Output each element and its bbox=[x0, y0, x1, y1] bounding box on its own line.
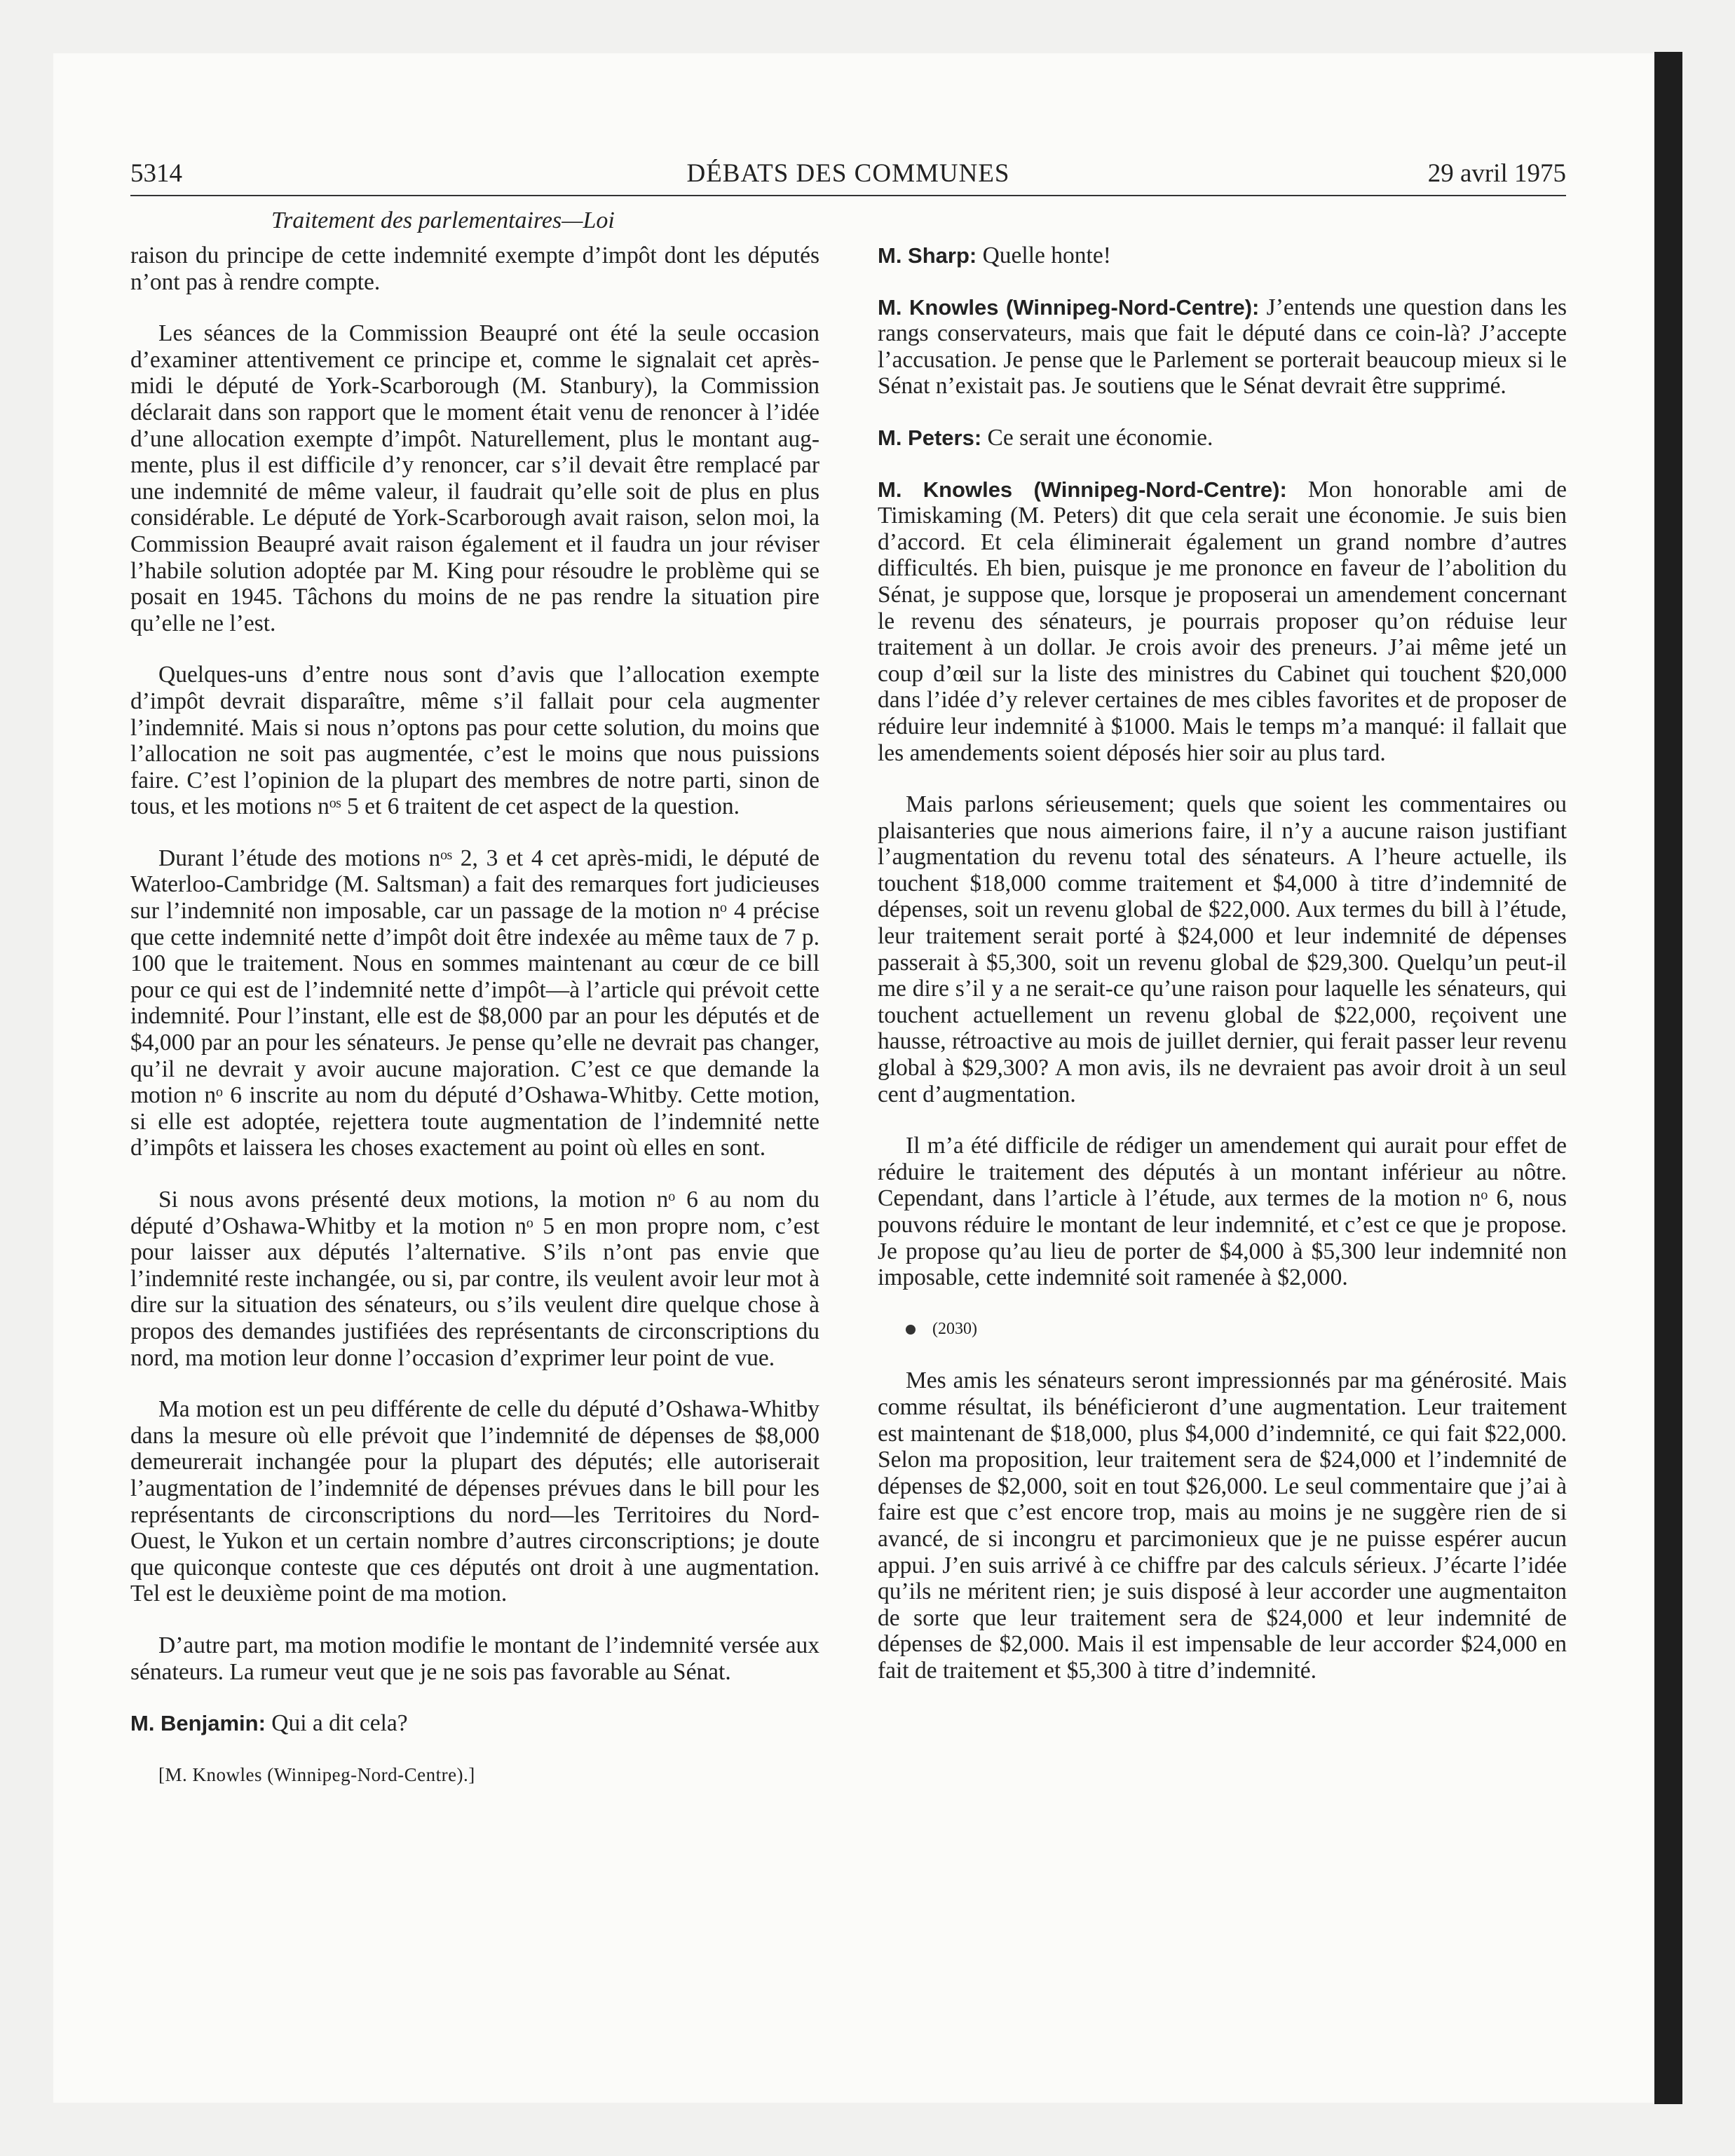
paragraph: Il m’a été difficile de rédiger un amendement qui aurait pour effet de réduire le traitement des députés à un montant inférieur au nôtre. Cependant, dans l’article à l’étude, aux termes de la motion nᵒ 6, nous pouvons réduire le montant de leur indemnité, et c’est ce que je propose. Je propose qu’au lieu de porter de $4,000 à $5,300 leur indemnité non imposable, cette indemnité soit ramenée à $2,000. bbox=[878, 1133, 1567, 1291]
speaker-name: M. Knowles (Winnipeg-Nord-Centre): bbox=[878, 477, 1287, 502]
binding-edge bbox=[1654, 52, 1682, 2104]
paragraph: Durant l’étude des motions nᵒˢ 2, 3 et 4 cet après-midi, le député de Waterloo-Cambridge (M. Saltsman) a fait des remarques fort judicieuses sur l’indemnité non imposable, car un passage de la motion nᵒ 4 précise que cette indemnité nette d’impôt doit être indexée au même taux de 7 p. 100 que le traitement. Nous en sommes maintenant au cœur de ce bill pour ce qui est de l’indemnité nette d’impôt—à l’article qui prévoit cette indemnité. Pour l’instant, elle est de $8,000 par an pour les députés et de $4,000 par an pour les sénateurs. Je pense qu’elle ne devrait pas changer, qu’il ne devrait y avoir aucune majoration. C’est ce que demande la motion nᵒ 6 inscrite au nom du député d’Oshawa-Whitby. Cette motion, si elle est adoptée, rejettera toute augmentation de l’indemnité nette d’impôts et laissera les choses exactement au point où elles en sont. bbox=[130, 845, 819, 1161]
paragraph: Quelques-uns d’entre nous sont d’avis que l’allocation exempte d’impôt devrait disparaître, même s’il fallait pour cela augmenter l’indemnité. Mais si nous n’optons pas pour cette solution, du moins que l’allocation ne soit pas augmentée, c’est le moins que nous puissions faire. C’est l’opinion de la plupart des membres de notre parti, sinon de tous, et les motions nᵒˢ 5 et 6 traitent de cet aspect de la question. bbox=[130, 662, 819, 820]
speech-sharp bbox=[878, 243, 1567, 269]
speech-text: Quelle honte! bbox=[977, 243, 1111, 268]
paragraph: Si nous avons présenté deux motions, la motion nᵒ 6 au nom du député d’Oshawa-Whitby et la motion nᵒ 5 en mon propre nom, c’est pour laisser aux députés l’alternative. S’ils n’ont pas envie que l’indemnité reste inchangée, ou si, par contre, ils veulent avoir leur mot à dire sur la situation des sénateurs, ou s’ils veulent dire quelque chose à propos des demandes justifiées des représentants de circonscriptions du nord, ma motion leur donne l’occasion d’exprimer leur point de vue. bbox=[130, 1187, 819, 1371]
paragraph: raison du principe de cette indemnité exempte d’impôt dont les députés n’ont pas à rendre compte. bbox=[130, 243, 819, 295]
paragraph: Les séances de la Commission Beaupré ont été la seule occasion d’examiner attentivement ce principe et, comme le signalait cet après-midi le député de York-Scarborough (M. Stanbury), la Commission déclarait dans son rapport que le moment était venu de renoncer à l’idée d’une allocation exempte d’impôt. Naturellement, plus le montant augmente, plus il est difficile d’y renoncer, car s’il devait être remplacé par une indemnité de même valeur, il faudrait qu’elle soit de plus en plus considérable. Le député de York-Scarborough avait raison, selon moi, la Commission Beaupré avait raison également et il faudra un jour réviser l’habile solution adoptée par M. King pour résoudre le problème qui se posait en 1945. Tâchons du moins de ne pas rendre la situation pire qu’elle ne l’est. bbox=[130, 320, 819, 636]
right-column bbox=[878, 243, 1567, 1710]
paragraph: Mes amis les sénateurs seront impressionnés par ma générosité. Mais comme résultat, ils bénéficieront d’une augmentation. Leur traitement est maintenant de $18,000, plus $4,000 d’indemnité, ce qui fait $22,000. Selon ma proposition, leur traitement sera de $24,000 et l’indemnité de dépenses de $2,000, soit en tout $26,000. Le seul commentaire que j’ai à faire est que c’est encore trop, mais au moins je ne suggère rien de si avancé, de si incongru et parcimonieux que je ne puisse espérer aucun appui. J’en suis arrivé à ce chiffre par des calculs sérieux. J’écarte l’idée qu’ils ne méritent rien; je suis disposé à leur accorder une augmentaiton de sorte que leur traitement sera de $24,000 et leur indemnité de dépenses de $2,000. Mais il est impensable de leur accorder $24,000 en fait de traitement et $5,300 à titre d’indemnité. bbox=[878, 1367, 1567, 1684]
speech-knowles bbox=[878, 294, 1567, 400]
timestamp bbox=[878, 1316, 1567, 1343]
timestamp-text: (2030) bbox=[932, 1319, 977, 1338]
paragraph: Mais parlons sérieusement; quels que soient les commentaires ou plaisanteries que nous aimerions faire, il n’y a aucune raison justifiant l’augmentation du revenu total des sénateurs. A l’heure actuelle, ils touchent $18,000 comme traitement et $4,000 à titre d’indemnité de dépenses, soit un revenu global de $22,000. Aux termes du bill à l’étude, leur traitement serait porté à $24,000 et leur indemnité de dépenses passerait à $5,300, soit un revenu global de $29,300. Quelqu’un peut-il me dire s’il y a ne serait-ce qu’une raison pour laquelle les sénateurs, qui touchent actuellement un revenu global de $22,000, reçoivent une hausse, rétroactive au mois de juillet dernier, qui ferait passer leur revenu global à $29,300? A mon avis, ils ne devraient pas avoir droit à un seul cent d’augmentation. bbox=[878, 791, 1567, 1107]
page-header bbox=[130, 156, 1566, 196]
paragraph: D’autre part, ma motion modifie le montant de l’indemnité versée aux sénateurs. La rumeur veut que je ne sois pas favorable au Sénat. bbox=[130, 1632, 819, 1685]
speech-peters bbox=[878, 425, 1567, 451]
speaker-name: M. Benjamin: bbox=[130, 1711, 266, 1736]
speaker-name: M. Knowles (Winnipeg-Nord-Centre): bbox=[878, 294, 1260, 320]
page-number: 5314 bbox=[130, 159, 182, 188]
speaker-name: M. Peters: bbox=[878, 425, 982, 450]
speech-text: Qui a dit cela? bbox=[265, 1710, 408, 1737]
running-head: Traitement des parlementaires—Loi bbox=[271, 207, 615, 233]
paragraph: Ma motion est un peu différente de celle du député d’Oshawa-Whitby dans la mesure où elle prévoit que l’indemnité de dépenses de $8,000 demeurerait inchangée pour la plupart des députés; elle autoriserait l’augmentation de l’indemnité de dépenses prévues dans le bill pour les représentants de circonscriptions du nord—les Territoires du Nord-Ouest, le Yukon et un certain nombre d’autres circonscriptions; je doute que quiconque conteste que ces députés ont droit à une augmentation. Tel est le deuxième point de ma motion. bbox=[130, 1396, 819, 1607]
bullet-icon bbox=[906, 1325, 916, 1335]
speaker-attribution: [M. Knowles (Winnipeg-Nord-Centre).] bbox=[158, 1763, 475, 1785]
publication-title: DÉBATS DES COMMUNES bbox=[686, 159, 1010, 188]
page-date: 29 avril 1975 bbox=[1427, 159, 1566, 188]
speech-text: Ce serait une économie. bbox=[981, 424, 1213, 451]
left-column bbox=[130, 243, 819, 1813]
speech-benjamin bbox=[130, 1710, 819, 1737]
speech-knowles bbox=[878, 477, 1567, 767]
speaker-name: M. Sharp: bbox=[878, 243, 977, 268]
speech-text: Mon honorable ami de Timiskaming (M. Peters) dit que cela serait une économie. Je suis bien d’accord. Et cela éliminerait également un grand nombre d’autres difficultés. Eh bien, puisque je me prononce en faveur de l’abolition du Sénat, je suppose que, lorsque je proposerai un amendement concernant le revenu des sénateurs, je pourrais proposer qu’on réduise leur traitement à un dollar. Je crois avoir des preneurs. J’ai même jeté un coup d’œil sur la liste des ministres du Cabinet qui touchent $20,000 dans l’idée d’y relever certaines de mes cibles favorites et de proposer de réduire leur indemnité à $1000. Mais le temps m’a manqué: il fallait que les amendements soient déposés hier soir au plus tard. bbox=[878, 476, 1567, 766]
speech-text: J’entends une question dans les rangs conservateurs, mais que fait le député dans ce coin-là? J’accepte l’accusation. Je pense que le Parlement se porterait beaucoup mieux si le Sénat n’existait pas. Je soutiens que le Sénat devrait être supprimé. bbox=[878, 294, 1567, 400]
